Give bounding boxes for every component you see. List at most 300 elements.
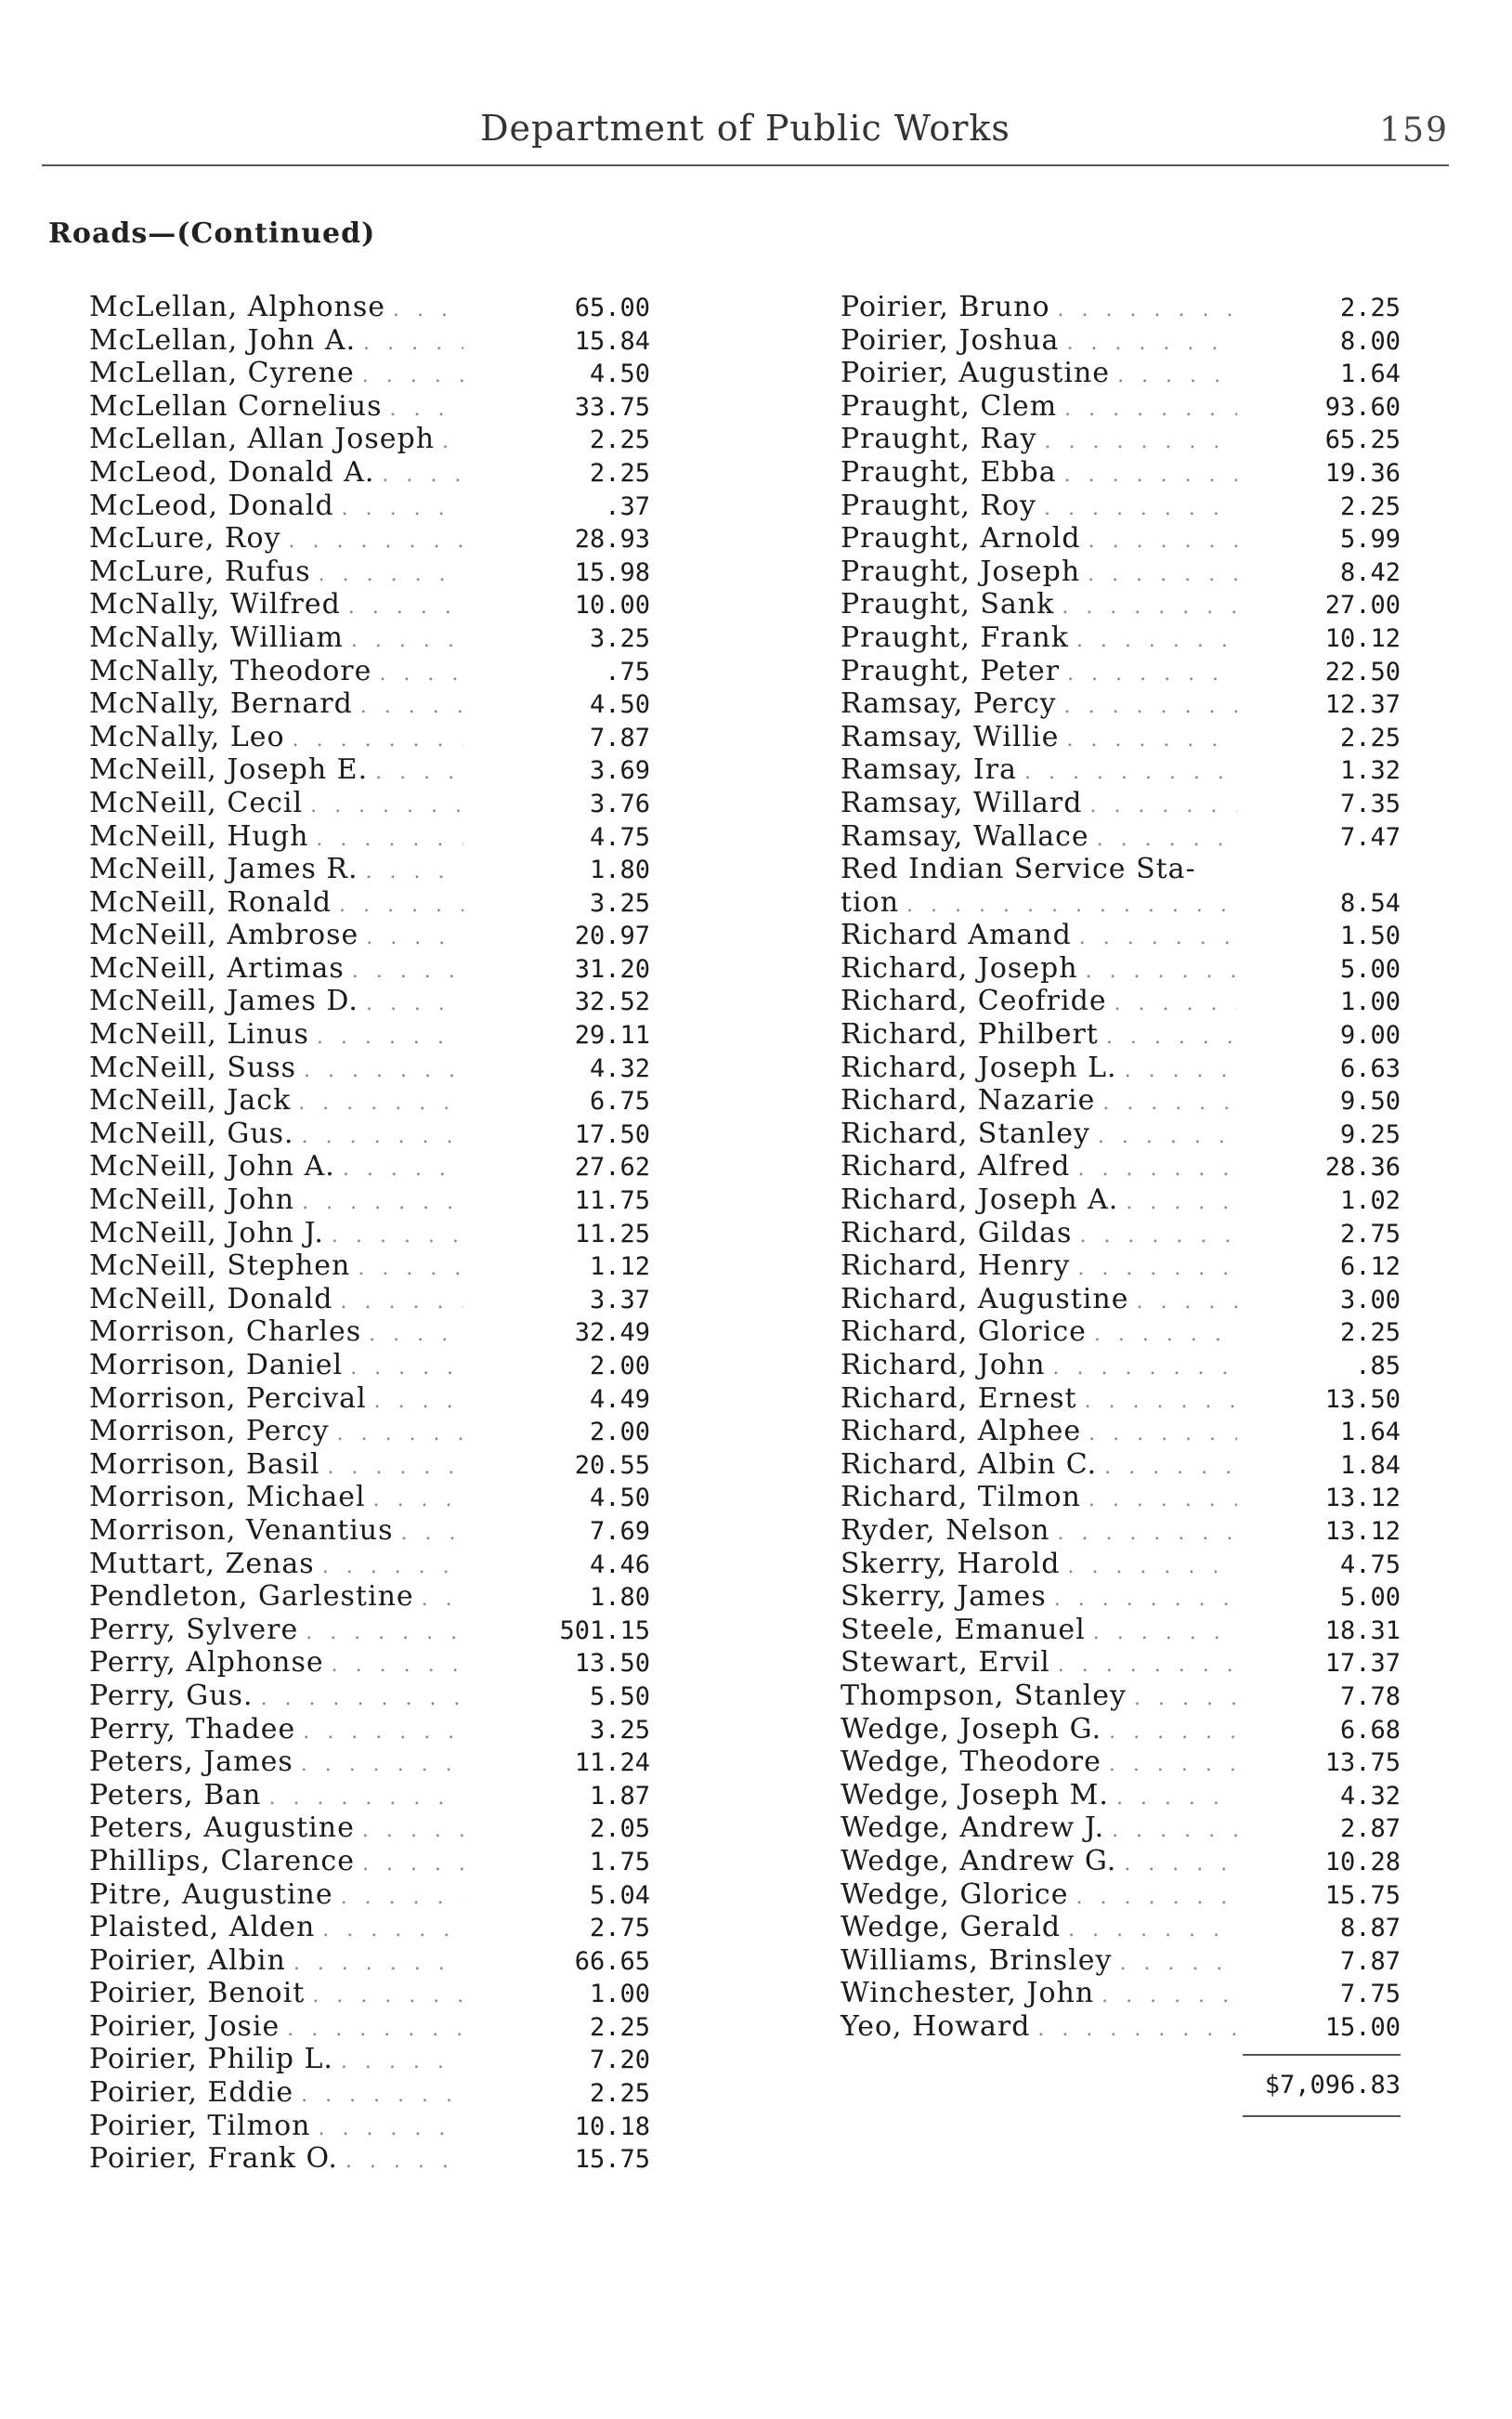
payment-amount: 13.50 <box>1324 1384 1401 1414</box>
list-item <box>89 1315 650 1349</box>
payment-amount: 3.76 <box>589 789 650 818</box>
dot-leader <box>1044 492 1237 526</box>
payee-name: McNeill, Stephen <box>89 1249 351 1283</box>
payment-amount: 3.37 <box>589 1285 650 1314</box>
payment-amount: 13.50 <box>574 1649 650 1679</box>
list-item <box>89 2043 650 2076</box>
list-item <box>841 291 1401 324</box>
payee-name: Richard, Joseph L. <box>841 1051 1117 1084</box>
list-item <box>89 1548 650 1581</box>
payment-amount: 1.87 <box>589 1781 650 1811</box>
dot-leader <box>373 1484 463 1517</box>
dot-leader <box>362 1848 463 1881</box>
payment-amount: 1.32 <box>1339 756 1401 786</box>
dot-leader <box>301 2079 463 2112</box>
payee-name: McNeill, Joseph E. <box>89 753 369 787</box>
payee-name: McNeill, Ronald <box>89 885 332 919</box>
payee-name: Morrison, Daniel <box>89 1349 344 1381</box>
payee-name: Richard, Ernest <box>841 1381 1077 1415</box>
dot-leader <box>358 1252 463 1286</box>
payee-name: Morrison, Charles <box>89 1315 362 1349</box>
payee-name: Red Indian Service Sta- <box>841 853 1196 886</box>
dot-leader <box>1064 459 1237 492</box>
payment-amount: 2.00 <box>589 1418 650 1447</box>
dot-leader <box>1058 294 1237 327</box>
list-item <box>89 1944 650 1978</box>
payee-name: Praught, Ebba <box>841 455 1057 489</box>
payee-name: Perry, Alphonse <box>89 1646 324 1680</box>
list-item <box>89 1052 650 1085</box>
payee-name: Phillips, Clarence <box>89 1844 355 1877</box>
dot-leader <box>1068 1914 1237 1947</box>
list-item <box>841 787 1401 820</box>
payee-name: Poirier, Benoit <box>89 1977 306 2010</box>
list-item <box>89 919 650 952</box>
dot-leader <box>1106 1021 1237 1054</box>
payment-amount: 7.75 <box>1339 1980 1401 2009</box>
dot-leader <box>1076 1881 1238 1915</box>
payment-amount: 4.49 <box>589 1384 650 1414</box>
dot-leader <box>366 856 463 889</box>
dot-leader <box>1054 1583 1237 1616</box>
payment-amount: 5.00 <box>1339 1583 1401 1613</box>
payee-name: Pitre, Augustine <box>89 1877 333 1911</box>
page-title: Department of Public Works <box>480 108 1010 149</box>
payee-name: McLellan, Cyrene <box>89 357 355 390</box>
payee-name: McLellan, John A. <box>89 323 357 357</box>
list-item <box>841 1548 1401 1581</box>
payment-amount: 5.00 <box>1339 954 1401 984</box>
dot-leader <box>1102 1087 1237 1120</box>
payee-name: Ramsay, Percy <box>841 687 1057 721</box>
list-item <box>89 820 650 854</box>
payment-amount: 1.80 <box>589 1583 650 1613</box>
payment-amount: 8.87 <box>1339 1914 1401 1943</box>
list-item <box>841 985 1401 1018</box>
list-item <box>841 1084 1401 1118</box>
payee-name: Skerry, James <box>841 1580 1047 1614</box>
list-item <box>841 1018 1401 1052</box>
list-item <box>89 1481 650 1514</box>
dot-leader <box>1064 690 1237 724</box>
payee-name: McNally, William <box>89 621 344 654</box>
dot-leader <box>1057 1517 1237 1550</box>
payment-amount: 2.75 <box>1339 1219 1401 1249</box>
dot-leader <box>318 2112 463 2146</box>
dot-leader <box>393 294 463 327</box>
payee-name: Richard, Philbert <box>841 1018 1099 1052</box>
payment-amount: 3.25 <box>589 888 650 918</box>
payment-amount: 10.28 <box>1324 1847 1401 1876</box>
payee-name: Morrison, Venantius <box>89 1513 394 1547</box>
list-item <box>841 952 1401 986</box>
payee-name: McLure, Rufus <box>89 555 311 588</box>
dot-leader <box>1088 558 1237 592</box>
payee-name: Perry, Sylvere <box>89 1613 299 1646</box>
payee-name: Ramsay, Wallace <box>841 819 1089 853</box>
payee-name: Praught, Peter <box>841 654 1061 687</box>
list-item <box>841 1746 1401 1779</box>
payment-amount: 10.00 <box>574 591 650 621</box>
list-item <box>841 853 1401 886</box>
payee-name: Ramsay, Ira <box>841 753 1018 787</box>
payment-amount: 7.78 <box>1339 1681 1401 1711</box>
section-heading: Roads—(Continued) <box>48 217 376 250</box>
left-column <box>89 291 650 2176</box>
list-item <box>89 985 650 1018</box>
payment-amount: 1.50 <box>1339 922 1401 951</box>
list-item <box>841 1481 1401 1514</box>
list-item <box>89 886 650 920</box>
list-item <box>841 423 1401 456</box>
dot-leader <box>442 425 463 459</box>
payment-amount: 4.50 <box>589 690 650 720</box>
list-item <box>89 1580 650 1614</box>
payment-amount: 2.25 <box>589 425 650 455</box>
payment-amount: 28.36 <box>1324 1153 1401 1183</box>
list-item <box>841 1118 1401 1151</box>
dot-leader <box>1124 1848 1237 1881</box>
list-item <box>89 1977 650 2010</box>
list-item <box>89 2076 650 2110</box>
payment-amount: 1.02 <box>1339 1186 1401 1216</box>
payee-name: Praught, Sank <box>841 588 1055 621</box>
dot-leader <box>345 2145 463 2178</box>
dot-leader <box>1079 922 1237 955</box>
payee-name: Wedge, Andrew G. <box>841 1844 1117 1877</box>
list-item <box>89 1646 650 1680</box>
payee-name: Praught, Arnold <box>841 522 1081 556</box>
payee-name: Wedge, Gerald <box>841 1911 1062 1944</box>
list-item <box>89 357 650 390</box>
dot-leader <box>1067 1550 1237 1584</box>
list-item <box>89 522 650 556</box>
payment-amount: 11.75 <box>574 1186 650 1216</box>
payment-amount: 65.25 <box>1324 425 1401 455</box>
payee-name: Morrison, Percival <box>89 1381 367 1415</box>
payment-amount: 1.00 <box>1339 987 1401 1017</box>
dot-leader <box>362 360 463 393</box>
payment-amount: .75 <box>605 657 650 686</box>
list-item <box>89 1811 650 1845</box>
header-rule <box>42 164 1449 166</box>
payment-amount: 15.75 <box>574 2145 650 2175</box>
list-item <box>89 324 650 358</box>
list-item <box>89 655 650 688</box>
payment-amount: 2.25 <box>1339 1318 1401 1348</box>
payment-amount: 4.75 <box>1339 1549 1401 1579</box>
list-item <box>89 1382 650 1416</box>
list-item <box>89 1249 650 1283</box>
payment-amount: 18.31 <box>1324 1615 1401 1645</box>
dot-leader <box>1112 1814 1237 1848</box>
dot-leader <box>310 790 463 823</box>
payee-name: McNeill, Donald <box>89 1282 333 1315</box>
dot-leader <box>351 624 463 658</box>
list-item <box>841 1779 1401 1812</box>
list-item <box>841 1614 1401 1647</box>
dot-leader <box>1097 823 1237 856</box>
list-item <box>89 1680 650 1713</box>
dot-leader <box>261 1682 463 1716</box>
dot-leader <box>306 1616 463 1650</box>
payment-amount: 3.00 <box>1339 1285 1401 1314</box>
payee-name: McNeill, Cecil <box>89 786 304 819</box>
dot-leader <box>341 1286 464 1319</box>
payee-name: tion <box>841 885 900 919</box>
payment-amount: 12.37 <box>1324 690 1401 720</box>
payee-name: Poirier, Frank O. <box>89 2142 338 2176</box>
dot-leader <box>322 1914 463 1947</box>
list-item <box>841 357 1401 390</box>
payee-name: Morrison, Michael <box>89 1481 366 1514</box>
dot-leader <box>1058 1649 1237 1682</box>
payment-amount: 4.75 <box>589 822 650 852</box>
payee-name: Poirier, Bruno <box>841 291 1050 323</box>
payment-amount: 3.69 <box>589 756 650 786</box>
list-item <box>89 2142 650 2176</box>
list-item <box>89 1150 650 1183</box>
total-amount: $7,096.83 <box>1264 2071 1401 2100</box>
payment-amount: 7.69 <box>589 1516 650 1546</box>
list-item <box>89 1217 650 1250</box>
payment-amount: 1.84 <box>1339 1450 1401 1480</box>
list-item <box>841 1811 1401 1845</box>
list-item <box>89 1845 650 1878</box>
payee-name: Wedge, Theodore <box>841 1746 1101 1779</box>
payee-name: Praught, Joseph <box>841 555 1081 588</box>
list-item <box>841 753 1401 787</box>
payee-name: Richard, Albin C. <box>841 1447 1098 1481</box>
dot-leader <box>298 1087 463 1120</box>
page-header <box>42 102 1449 167</box>
list-item <box>89 2110 650 2143</box>
payee-name: Williams, Brinsley <box>841 1943 1113 1977</box>
dot-leader <box>1101 1980 1237 2013</box>
payment-amount: 66.65 <box>574 1946 650 1976</box>
payment-amount: 13.12 <box>1324 1484 1401 1513</box>
payee-name: Poirier, Albin <box>89 1943 286 1977</box>
payee-name: Wedge, Glorice <box>841 1877 1069 1911</box>
payment-amount: 1.64 <box>1339 360 1401 389</box>
dot-leader <box>303 1716 463 1749</box>
dot-leader <box>906 889 1237 922</box>
list-item <box>89 853 650 886</box>
list-item <box>89 390 650 424</box>
list-item <box>841 522 1401 556</box>
list-item <box>841 1283 1401 1316</box>
payment-amount: 1.12 <box>589 1252 650 1282</box>
list-item <box>89 1018 650 1052</box>
payment-amount: 3.25 <box>589 1715 650 1745</box>
list-item <box>841 490 1401 523</box>
list-item <box>841 1911 1401 1944</box>
payee-name: McLellan, Allan Joseph <box>89 423 436 456</box>
payee-name: Pendleton, Garlestine <box>89 1580 414 1614</box>
payment-amount: 2.25 <box>1339 294 1401 322</box>
payee-name: McNeill, Jack <box>89 1084 292 1118</box>
dot-leader <box>337 1418 463 1451</box>
list-item <box>841 1680 1401 1713</box>
list-item <box>89 1283 650 1316</box>
list-item <box>89 456 650 490</box>
payment-amount: 7.87 <box>589 723 650 752</box>
payment-amount: 28.93 <box>574 525 650 555</box>
dot-leader <box>1064 393 1237 426</box>
dot-leader <box>1094 1318 1237 1352</box>
payee-name: McNeill, James R. <box>89 853 358 886</box>
dot-leader <box>1125 1054 1237 1088</box>
payment-amount: 8.00 <box>1339 326 1401 356</box>
payee-name: Winchester, John <box>841 1977 1095 2010</box>
list-item <box>89 1614 650 1647</box>
list-item <box>89 1084 650 1118</box>
dot-leader <box>317 1021 463 1054</box>
list-item <box>841 556 1401 589</box>
dot-leader <box>1076 624 1237 658</box>
right-column <box>841 291 1401 2117</box>
dot-leader <box>366 922 463 955</box>
payment-amount: 33.75 <box>574 392 650 422</box>
payee-name: McNeill, Hugh <box>89 819 309 853</box>
list-item <box>841 655 1401 688</box>
payee-name: Richard, Nazarie <box>841 1084 1096 1118</box>
payee-name: Richard, Ceofride <box>841 985 1107 1018</box>
payee-name: Richard Amand <box>841 919 1072 952</box>
dot-leader <box>1098 1120 1237 1154</box>
payee-name: Morrison, Basil <box>89 1447 320 1481</box>
list-item <box>89 490 650 523</box>
list-item <box>89 588 650 621</box>
payment-amount: 32.49 <box>574 1318 650 1348</box>
payment-amount: 1.64 <box>1339 1418 1401 1447</box>
list-item <box>841 1448 1401 1482</box>
list-item <box>841 324 1401 358</box>
payment-amount: 4.50 <box>589 360 650 389</box>
payee-name: Poirier, Joshua <box>841 323 1060 357</box>
dot-leader <box>342 492 463 526</box>
payment-amount: 5.50 <box>589 1681 650 1711</box>
dot-leader <box>1116 1782 1237 1815</box>
payment-amount: 11.25 <box>574 1219 650 1249</box>
list-item <box>841 820 1401 854</box>
list-item <box>89 556 650 589</box>
payee-name: Peters, James <box>89 1746 293 1779</box>
dot-leader <box>375 756 463 790</box>
payee-name: McNally, Leo <box>89 720 285 753</box>
payment-amount: 2.00 <box>589 1352 650 1380</box>
payee-name: Richard, Alphee <box>841 1415 1082 1448</box>
payee-name: Wedge, Joseph M. <box>841 1778 1109 1811</box>
payee-name: Poirier, Josie <box>89 2009 280 2043</box>
payee-name: Praught, Clem <box>841 389 1058 423</box>
dot-leader <box>1088 1484 1237 1517</box>
payment-amount: 1.75 <box>589 1847 650 1876</box>
dot-leader <box>293 724 463 757</box>
payee-name: Thompson, Stanley <box>841 1679 1127 1712</box>
payee-name: Poirier, Philip L. <box>89 2043 333 2076</box>
payment-amount: 4.46 <box>589 1549 650 1579</box>
dot-leader <box>1089 790 1237 823</box>
payment-amount: 11.24 <box>574 1748 650 1778</box>
payee-name: McNeill, John J. <box>89 1216 324 1249</box>
list-item <box>89 423 650 456</box>
payee-name: Steele, Emanuel <box>841 1613 1086 1646</box>
payee-name: Perry, Gus. <box>89 1679 254 1712</box>
payee-name: Praught, Ray <box>841 423 1037 456</box>
dot-leader <box>1077 1252 1237 1286</box>
dot-leader <box>1119 1947 1237 1981</box>
dot-leader <box>1024 756 1237 790</box>
payment-amount: 15.75 <box>1324 1880 1401 1910</box>
list-item <box>841 1052 1401 1085</box>
payee-name: Morrison, Percy <box>89 1415 330 1448</box>
dot-leader <box>1037 2013 1237 2046</box>
list-item <box>89 787 650 820</box>
payment-amount: 17.50 <box>574 1119 650 1149</box>
list-item <box>89 1448 650 1482</box>
list-item <box>841 687 1401 721</box>
total-underline <box>1243 2115 1401 2117</box>
payment-amount: 10.18 <box>574 2112 650 2141</box>
dot-leader <box>1136 1286 1237 1319</box>
payee-name: McNeill, Ambrose <box>89 919 359 952</box>
list-item <box>841 588 1401 621</box>
dot-leader <box>360 690 463 724</box>
dot-leader <box>339 889 463 922</box>
dot-leader <box>293 1947 463 1981</box>
dot-leader <box>1067 658 1237 691</box>
payment-amount: 7.87 <box>1339 1946 1401 1976</box>
payee-name: McLellan, Alphonse <box>89 291 385 323</box>
list-item <box>89 291 650 324</box>
total-row <box>841 2069 1401 2102</box>
list-item <box>841 1150 1401 1183</box>
list-item <box>841 390 1401 424</box>
payment-amount: 4.50 <box>589 1484 650 1513</box>
list-item <box>89 1746 650 1779</box>
payment-amount: 22.50 <box>1324 657 1401 686</box>
dot-leader <box>287 2013 463 2046</box>
payment-amount: 2.25 <box>589 2012 650 2042</box>
dot-leader <box>302 1186 463 1220</box>
dot-leader <box>1093 1616 1237 1650</box>
total-rule <box>1243 2054 1401 2056</box>
list-item <box>841 919 1401 952</box>
dot-leader <box>341 2046 463 2079</box>
payment-amount: 7.20 <box>589 2046 650 2075</box>
dot-leader <box>1077 1153 1237 1186</box>
payee-name: Peters, Augustine <box>89 1811 355 1845</box>
dot-leader <box>301 1748 463 1782</box>
payment-amount: 15.84 <box>574 326 650 356</box>
list-item <box>841 1349 1401 1382</box>
dot-leader <box>400 1517 463 1550</box>
payee-name: McLure, Roy <box>89 522 281 556</box>
list-item <box>841 1382 1401 1416</box>
page-number: 159 <box>1379 111 1449 150</box>
payee-name: McLeod, Donald A. <box>89 455 375 489</box>
payee-name: McNeill, John <box>89 1183 295 1217</box>
payment-amount: 501.15 <box>559 1615 650 1645</box>
list-item <box>841 1315 1401 1349</box>
dot-leader <box>1066 724 1237 757</box>
payment-amount: 4.32 <box>1339 1781 1401 1811</box>
dot-leader <box>268 1782 463 1815</box>
list-item <box>89 1514 650 1548</box>
list-item <box>841 1249 1401 1283</box>
payment-amount: 4.32 <box>589 1053 650 1083</box>
